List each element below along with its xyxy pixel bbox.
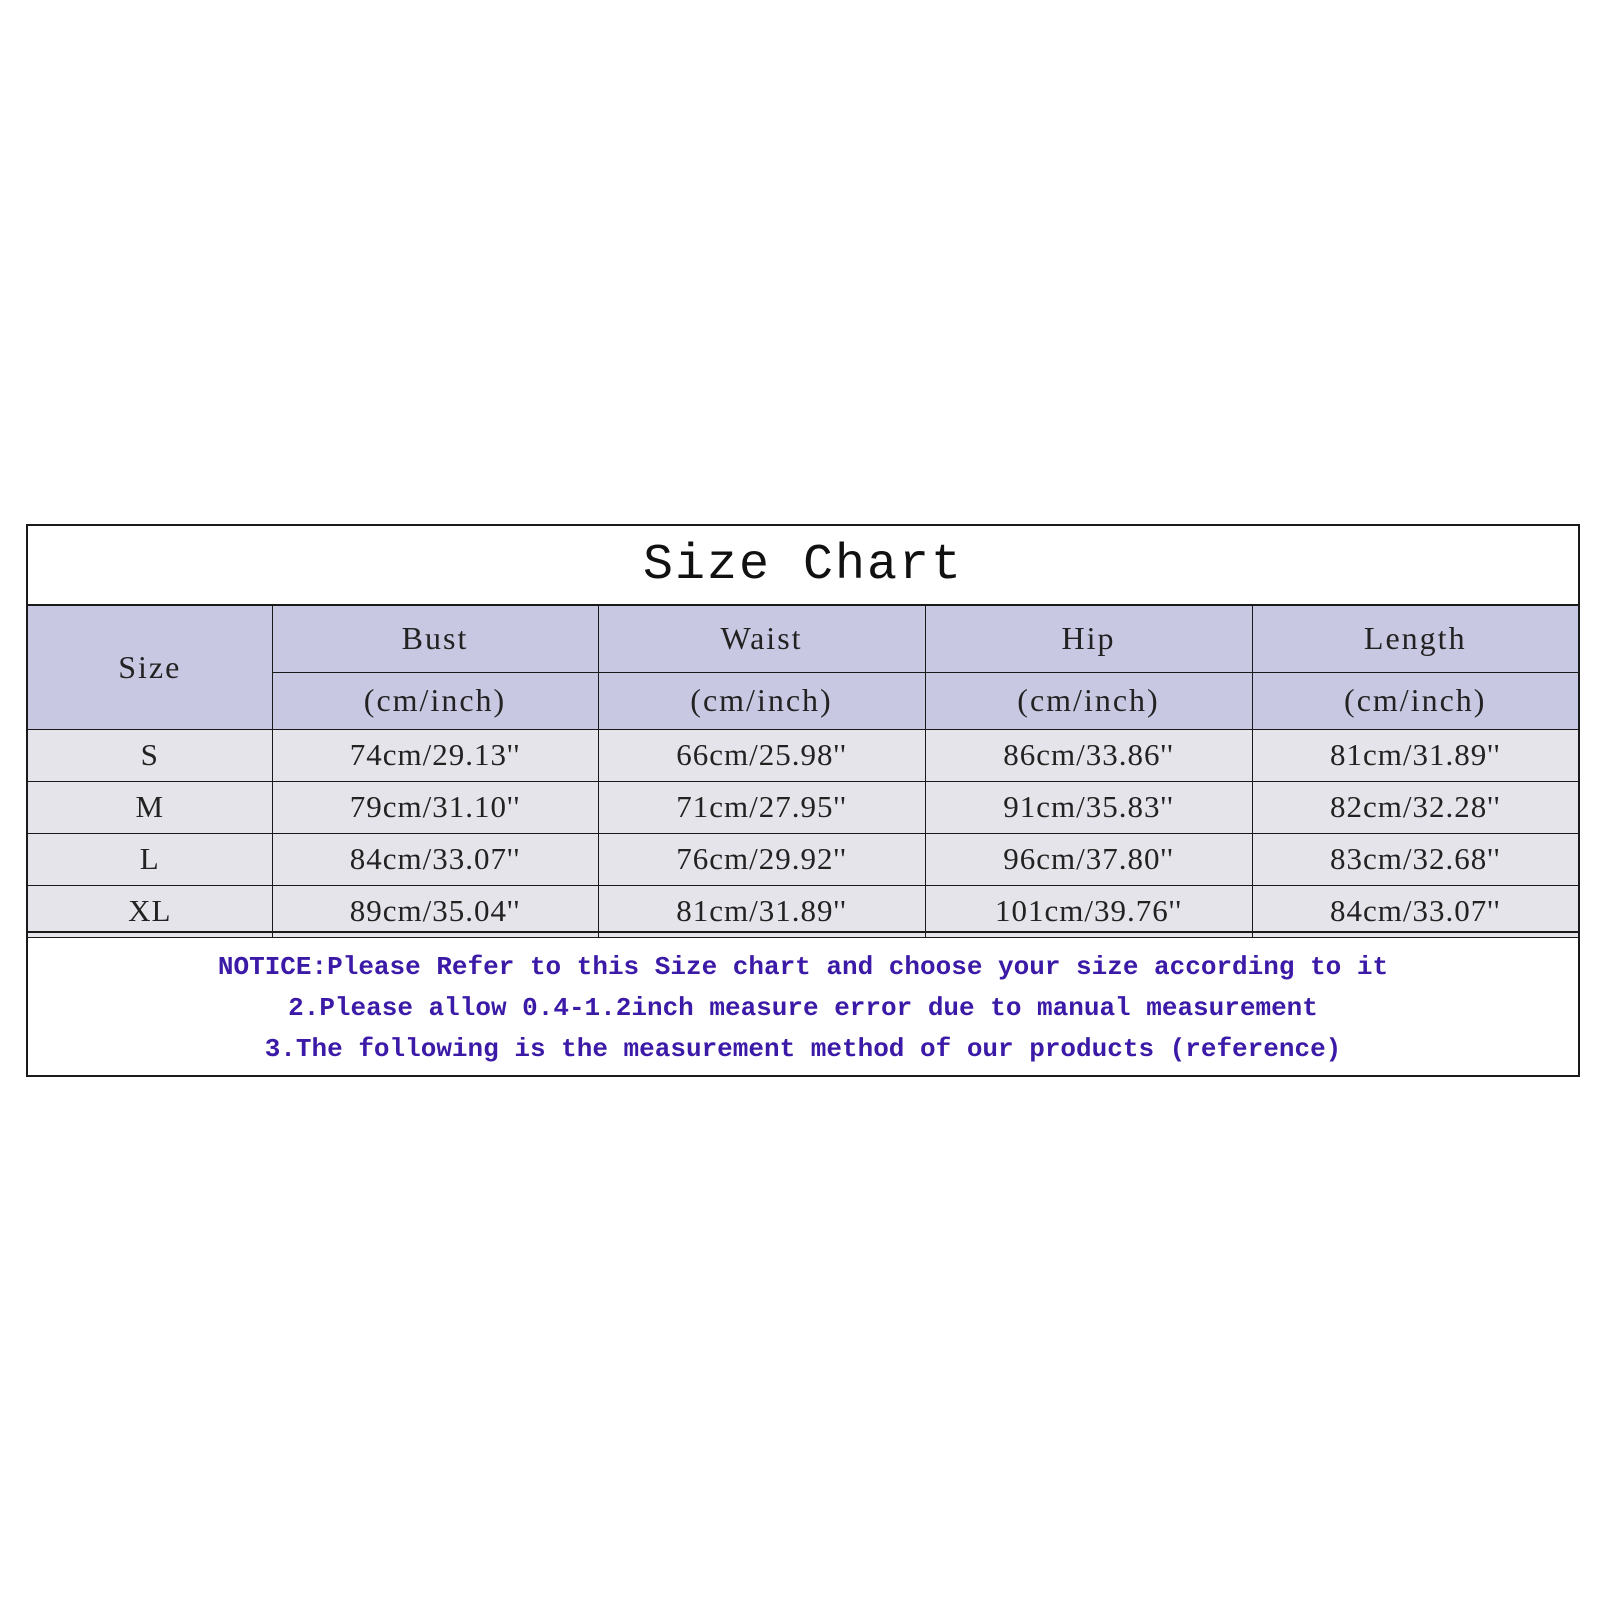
row-length: 82cm/32.28'' <box>1252 781 1578 833</box>
table-row <box>28 729 1578 781</box>
row-size: S <box>28 729 272 781</box>
header-hip: Hip <box>925 606 1252 672</box>
row-waist: 76cm/29.92'' <box>598 833 925 885</box>
notice-section <box>28 931 1578 1075</box>
table-row <box>28 885 1578 937</box>
row-length: 83cm/32.68'' <box>1252 833 1578 885</box>
header-waist: Waist <box>598 606 925 672</box>
row-hip: 91cm/35.83'' <box>925 781 1252 833</box>
header-length: Length <box>1252 606 1578 672</box>
row-hip: 86cm/33.86'' <box>925 729 1252 781</box>
size-table <box>28 606 1578 938</box>
notice-line: 3.The following is the measurement method of our products (reference) <box>264 1034 1342 1064</box>
row-bust: 84cm/33.07'' <box>272 833 598 885</box>
table-row <box>28 781 1578 833</box>
row-size: XL <box>28 885 272 937</box>
row-waist: 66cm/25.98'' <box>598 729 925 781</box>
notice-line: NOTICE:Please Refer to this Size chart and choose your size according to it <box>217 952 1389 982</box>
unit-hip: (cm/inch) <box>925 672 1252 729</box>
unit-length: (cm/inch) <box>1252 672 1578 729</box>
row-hip: 101cm/39.76'' <box>925 885 1252 937</box>
size-chart-title: Size Chart <box>28 526 1578 606</box>
row-hip: 96cm/37.80'' <box>925 833 1252 885</box>
size-chart <box>26 524 1580 1077</box>
row-size: L <box>28 833 272 885</box>
row-length: 81cm/31.89'' <box>1252 729 1578 781</box>
row-waist: 71cm/27.95'' <box>598 781 925 833</box>
unit-bust: (cm/inch) <box>272 672 598 729</box>
table-header-row <box>28 606 1578 672</box>
row-waist: 81cm/31.89'' <box>598 885 925 937</box>
unit-waist: (cm/inch) <box>598 672 925 729</box>
row-bust: 74cm/29.13'' <box>272 729 598 781</box>
row-length: 84cm/33.07'' <box>1252 885 1578 937</box>
row-bust: 89cm/35.04'' <box>272 885 598 937</box>
notice-line: 2.Please allow 0.4-1.2inch measure error due to manual measurement <box>288 993 1318 1023</box>
header-size: Size <box>28 606 272 729</box>
row-bust: 79cm/31.10'' <box>272 781 598 833</box>
header-bust: Bust <box>272 606 598 672</box>
row-size: M <box>28 781 272 833</box>
table-row <box>28 833 1578 885</box>
